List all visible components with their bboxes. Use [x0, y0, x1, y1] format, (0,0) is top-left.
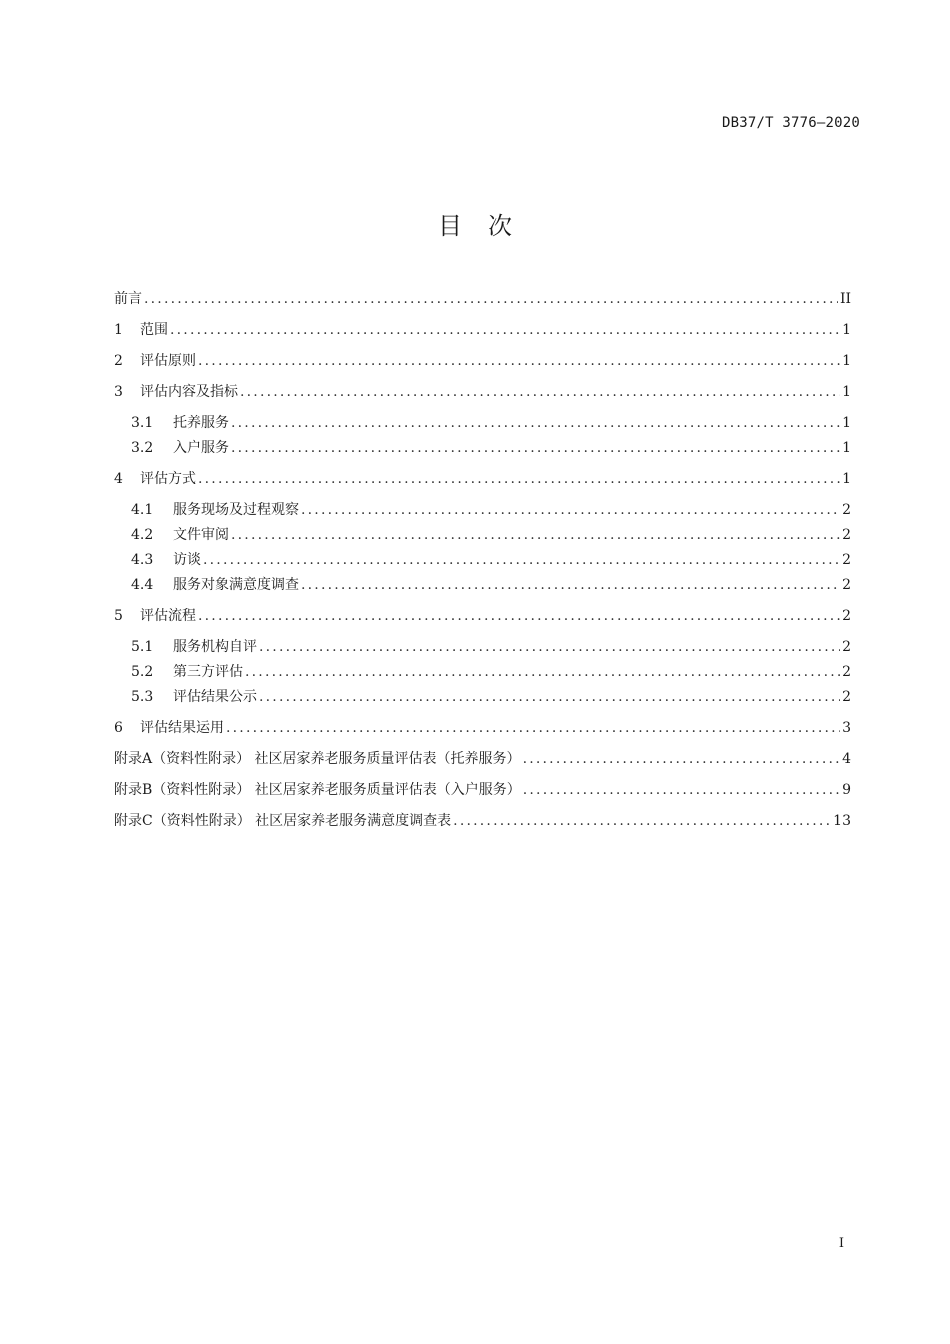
toc-entry-5-3[interactable]: [131, 686, 851, 708]
toc-entry-page: 1: [842, 353, 851, 369]
toc-entry-number: 5.1: [131, 639, 154, 655]
toc-entry-label: 评估流程: [140, 608, 196, 624]
toc-entry-label: 服务现场及过程观察: [173, 502, 299, 518]
toc-entry-number: 6: [114, 720, 123, 736]
toc-dot-leader: [231, 412, 840, 434]
toc-entry-label: 访谈: [173, 552, 201, 568]
toc-entry-label: 附录B（资料性附录） 社区居家养老服务质量评估表（入户服务）: [114, 782, 521, 798]
toc-entry-number: 4.2: [131, 527, 154, 543]
toc-entry-number: 4.1: [131, 502, 154, 518]
toc-entry-appendix-b[interactable]: [114, 779, 851, 801]
toc-entry-label: 评估方式: [140, 471, 196, 487]
toc-entry-appendix-a[interactable]: [114, 748, 851, 770]
toc-entry-appendix-c[interactable]: [114, 810, 851, 832]
toc-entry-label: 托养服务: [173, 415, 229, 431]
toc-entry-page: 13: [833, 813, 851, 829]
toc-dot-leader: [245, 661, 840, 683]
toc-dot-leader: [198, 350, 840, 372]
toc-entry-1[interactable]: [114, 319, 851, 341]
toc-entry-label: 入户服务: [173, 440, 229, 456]
toc-dot-leader: [259, 636, 840, 658]
toc-entry-3-2[interactable]: [131, 437, 851, 459]
toc-entry-number: 4.3: [131, 552, 154, 568]
toc-entry-page: 2: [842, 639, 851, 655]
toc-entry-label: 服务机构自评: [173, 639, 257, 655]
toc-entry-5-2[interactable]: [131, 661, 851, 683]
toc-entry-4-1[interactable]: [131, 499, 851, 521]
toc-dot-leader: [198, 468, 840, 490]
toc-dot-leader: [240, 381, 840, 403]
toc-entry-2[interactable]: [114, 350, 851, 372]
toc-entry-preface[interactable]: [114, 288, 851, 310]
toc-entry-3-1[interactable]: [131, 412, 851, 434]
toc-entry-number: 4.4: [131, 577, 154, 593]
toc-dot-leader: [523, 779, 840, 801]
toc-entry-4-2[interactable]: [131, 524, 851, 546]
toc-entry-6[interactable]: [114, 717, 851, 739]
toc-dot-leader: [301, 574, 840, 596]
toc-entry-label: 评估结果公示: [173, 689, 257, 705]
toc-dot-leader: [144, 288, 838, 310]
toc-entry-4-3[interactable]: [131, 549, 851, 571]
toc-entry-page: 1: [842, 440, 851, 456]
toc-entry-number: 3.2: [131, 440, 154, 456]
toc-entry-page: 2: [842, 577, 851, 593]
toc-entry-page: 2: [842, 689, 851, 705]
toc-entry-label: 服务对象满意度调查: [173, 577, 299, 593]
toc-dot-leader: [453, 810, 831, 832]
toc-entry-page: 2: [842, 664, 851, 680]
toc-dot-leader: [259, 686, 840, 708]
toc-entry-page: 2: [842, 502, 851, 518]
toc-entry-page: 9: [842, 782, 851, 798]
toc-entry-page: 3: [842, 720, 851, 736]
toc-entry-page: 2: [842, 527, 851, 543]
toc-entry-number: 5.2: [131, 664, 154, 680]
toc-entry-number: 4: [114, 471, 123, 487]
toc-entry-label: 评估结果运用: [140, 720, 224, 736]
toc-dot-leader: [523, 748, 841, 770]
toc-entry-number: 3: [114, 384, 123, 400]
toc-dot-leader: [301, 499, 840, 521]
toc-entry-page: 2: [842, 608, 851, 624]
document-code: DB37/T 3776—2020: [721, 115, 860, 131]
toc-entry-page: 1: [842, 471, 851, 487]
toc-entry-label: 附录C（资料性附录） 社区居家养老服务满意度调查表: [114, 813, 452, 829]
toc-dot-leader: [231, 437, 840, 459]
toc-entry-4[interactable]: [114, 468, 851, 490]
toc-entry-page: 4: [842, 751, 851, 767]
toc-entry-5[interactable]: [114, 605, 851, 627]
toc-entry-5-1[interactable]: [131, 636, 851, 658]
toc-entry-number: 5.3: [131, 689, 154, 705]
toc-dot-leader: [231, 524, 840, 546]
page-title: 目次: [438, 212, 538, 240]
toc-entry-label: 评估原则: [140, 353, 196, 369]
toc-entry-number: 5: [114, 608, 123, 624]
toc-entry-3[interactable]: [114, 381, 851, 403]
toc-dot-leader: [170, 319, 840, 341]
toc-entry-label: 第三方评估: [173, 664, 243, 680]
toc-dot-leader: [203, 549, 840, 571]
toc-entry-number: 3.1: [131, 415, 154, 431]
toc-entry-number: 1: [114, 322, 123, 338]
page-number: I: [838, 1236, 844, 1251]
toc-dot-leader: [198, 605, 840, 627]
toc-entry-label: 文件审阅: [173, 527, 229, 543]
toc-entry-page: II: [839, 291, 851, 307]
toc-entry-4-4[interactable]: [131, 574, 851, 596]
toc-entry-page: 1: [842, 384, 851, 400]
toc-entry-number: 2: [114, 353, 123, 369]
toc-entry-label: 前言: [114, 291, 142, 307]
toc-entry-page: 1: [842, 415, 851, 431]
toc-dot-leader: [226, 717, 840, 739]
toc-entry-label: 范围: [140, 322, 168, 338]
toc-entry-page: 1: [842, 322, 851, 338]
toc-entry-label: 附录A（资料性附录） 社区居家养老服务质量评估表（托养服务）: [114, 751, 521, 767]
toc-entry-label: 评估内容及指标: [140, 384, 238, 400]
toc-entry-page: 2: [842, 552, 851, 568]
